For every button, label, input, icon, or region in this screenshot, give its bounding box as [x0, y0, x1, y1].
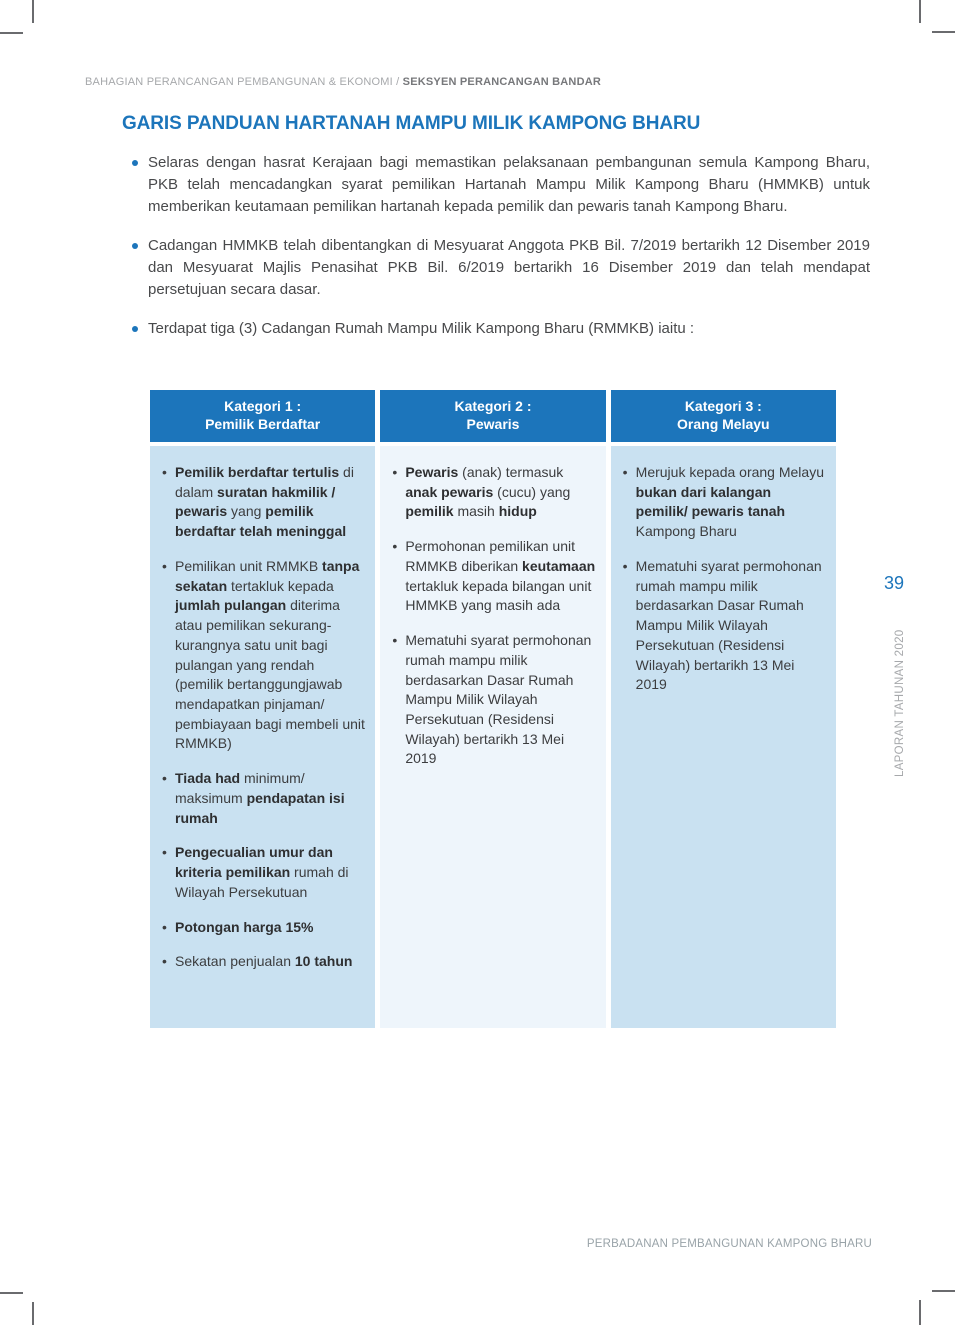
bullet-item: Cadangan HMMKB telah dibentangkan di Mesyuarat Anggota PKB Bil. 7/2019 bertarikh 12 Disember 2019 dan Mesyuarat Majlis Penasihat PKB Bil. 6/2019 bertarikh 16 Disember 2019 dan telah mendapat persetujuan secara dasar.	[122, 235, 870, 301]
table-cell-orang-melayu	[611, 446, 836, 1028]
bullet-item: • Sekatan penjualan 10 tahun	[162, 952, 365, 972]
crop-mark-top-right-v	[919, 0, 921, 23]
bullet-item: • Merujuk kepada orang Melayu bukan dari kalangan pemilik/ pewaris tanah Kampong Bharu	[623, 463, 826, 542]
crop-mark-top-left-h	[0, 32, 23, 34]
column-header-line2: Pemilik Berdaftar	[205, 416, 321, 433]
column-header-kategori-2	[380, 390, 605, 442]
column-header-line2: Pewaris	[466, 416, 520, 433]
column-header-line1: Kategori 2 :	[454, 398, 532, 414]
table-cell-pemilik-berdaftar	[150, 446, 375, 1028]
bullet-item: • Tiada had minimum/ maksimum pendapatan isi rumah	[162, 769, 365, 828]
spine-label: LAPORAN TAHUNAN 2020	[894, 629, 906, 777]
table-cell-pewaris	[380, 446, 605, 1028]
bullet-item: • Pemilikan unit RMMKB tanpa sekatan tertakluk kepada jumlah pulangan diterima atau pemilikan sekurang-kurangnya satu unit bagi pulangan yang rendah (pemilik bertanggungjawab mendapatkan pinjaman/ pembiayaan bagi membeli unit RMMKB)	[162, 557, 365, 754]
breadcrumb-section: BAHAGIAN PERANCANGAN PEMBANGUNAN & EKONOMI /	[85, 76, 403, 88]
column-header-line1: Kategori 3 :	[684, 398, 762, 414]
column-header-line2: Orang Melayu	[677, 416, 770, 433]
bullet-item: • Pengecualian umur dan kriteria pemilikan rumah di Wilayah Persekutuan	[162, 843, 365, 902]
cell-bullet-list	[162, 463, 365, 972]
intro-bullet-list	[122, 152, 870, 357]
bullet-item: • Pewaris (anak) termasuk anak pewaris (cucu) yang pemilik masih hidup	[392, 463, 595, 522]
breadcrumb	[85, 76, 601, 88]
bullet-item: • Mematuhi syarat permohonan rumah mampu milik berdasarkan Dasar Rumah Mampu Milik Wilayah Persekutuan (Residensi Wilayah) bertarikh 13 Mei 2019	[623, 557, 826, 695]
bullet-item: Selaras dengan hasrat Kerajaan bagi memastikan pelaksanaan pembangunan semula Kampong Bharu, PKB telah mencadangkan syarat pemilikan Hartanah Mampu Milik Kampong Bharu (HMMKB) untuk memberikan keutamaan pemilikan hartanah kepada pemilik dan pewaris tanah Kampong Bharu.	[122, 152, 870, 218]
cell-bullet-list	[392, 463, 595, 769]
bullet-item: • Mematuhi syarat permohonan rumah mampu milik berdasarkan Dasar Rumah Mampu Milik Wilayah Persekutuan (Residensi Wilayah) bertarikh 13 Mei 2019	[392, 631, 595, 769]
crop-mark-bottom-left-v	[32, 1302, 34, 1325]
bullet-item: • Permohonan pemilikan unit RMMKB diberikan keutamaan tertakluk kepada bilangan unit HMMKB yang masih ada	[392, 537, 595, 616]
breadcrumb-subsection: SEKSYEN PERANCANGAN BANDAR	[402, 76, 602, 88]
crop-mark-top-right-h	[932, 31, 955, 33]
crop-mark-bottom-right-v	[919, 1300, 921, 1325]
footer-label: PERBADANAN PEMBANGUNAN KAMPONG BHARU	[586, 1238, 872, 1250]
bullet-item: • Pemilik berdaftar tertulis di dalam suratan hakmilik / pewaris yang pemilik berdaftar telah meninggal	[162, 463, 365, 542]
crop-mark-top-left-v	[32, 0, 34, 23]
column-header-line1: Kategori 1 :	[224, 398, 302, 414]
page-title: GARIS PANDUAN HARTANAH MAMPU MILIK KAMPONG BHARU	[122, 113, 701, 134]
crop-mark-bottom-right-h	[932, 1290, 955, 1292]
bullet-item: Terdapat tiga (3) Cadangan Rumah Mampu Milik Kampong Bharu (RMMKB) iaitu :	[122, 318, 870, 340]
page-number: 39	[884, 573, 905, 593]
category-table	[150, 390, 836, 1028]
column-header-kategori-3	[611, 390, 836, 442]
crop-mark-bottom-left-h	[0, 1292, 23, 1294]
bullet-item: • Potongan harga 15%	[162, 918, 365, 938]
cell-bullet-list	[623, 463, 826, 695]
column-header-kategori-1	[150, 390, 375, 442]
